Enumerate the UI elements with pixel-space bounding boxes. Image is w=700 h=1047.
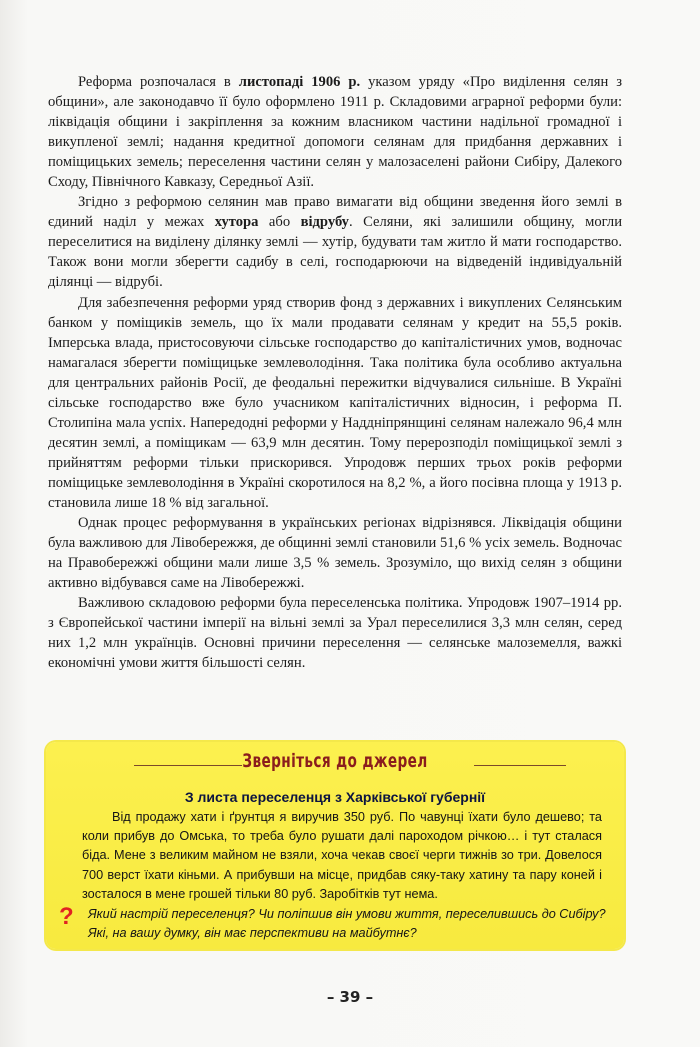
question-text: Який настрій переселенця? Чи поліпшив він умови життя, переселившись до Сибіру? Які, на вашу думку, він має перспективи на майбутнє?	[88, 907, 606, 940]
text-span: Реформа розпочалася в	[78, 74, 239, 90]
main-text	[48, 72, 622, 673]
bold-term: хутора	[214, 214, 259, 231]
paragraph-5: Важливою складовою реформи була переселенська політика. Упродовж 1907–1914 рр. з Європейської частини імперії на вільні землі за Урал переселилися 3,3 млн селян, серед них 1,2 млн українців. Основні причини переселення — селянське малоземелля, важкі економічні умови життя більшості селян.	[48, 595, 622, 672]
bold-term: відрубу	[300, 214, 349, 231]
paragraph-2	[48, 192, 622, 292]
text-span: Згідно з реформою селянин мав право вимагати від общини зведення його землі в єдиний наділ у межах	[48, 194, 622, 231]
text-span: . Селяни, які залишили общину, могли переселитися на виділену ділянку землі — хутір, будувати там житло й мати господарство. Також вони могли зберегти садибу в селі, господарюючи на відведеній індивідуальній ділянці — відрубі.	[48, 214, 623, 291]
question-mark-icon: ?	[59, 903, 74, 930]
source-box-heading: Зверніться до джерел	[242, 750, 428, 772]
text-span: указом уряду «Про виділення селян з общини», але законодавчо її було оформлено 1911 р. Складовими аграрної реформи були: ліквідація общини і закріплення за кожним власником частини надільної громадної і викупленої землі; надання кредитної допомоги селянам для придбання державних і поміщицьких земель; переселення частини селян у малозаселені райони Сибіру, Далекого Сходу, Північного Кавказу, Середньої Азії.	[48, 74, 622, 191]
source-quote: Від продажу хати і ґрунтця я виручив 350 руб. По чавунці їхати було дешево; та коли прибув до Омська, то треба було рушати далі пароходом річкою… і тут сталася біда. Мене з великим майном не взяли, хоча чекав своєї черги тижнів зо три. Довелося 700 верст їхати кіньми. А прибувши на місце, придбав сяку-таку хатину та пару коней і зосталося в мене грошей тільки 80 руб. Заробітків тут нема.	[82, 810, 602, 901]
paragraph-3: Для забезпечення реформи уряд створив фонд з державних і викуплених Селянським банком у поміщиків земель, що їх мали продавати селянам у кредит на 55,5 років. Імперська влада, пристосовуючи сільське господарство до капіталістичних умов, водночас намагалася зберегти поміщицьке землеволодіння. Така політика була особливо актуальна для центральних районів Росії, де феодальні пережитки відчувалися сильніше. В Україні сільське господарство вже було учасником капіталістичних відносин, і реформа П. Столипіна мала успіх. Напередодні реформи у Наддніпрянщині селянам належало 96,4 млн десятин землі, а поміщикам — 63,9 млн десятин. Тому перерозподіл поміщицької землі з прийняттям реформи тільки прискорився. Упродовж перших трьох років реформи поміщицьке землеволодіння в Україні скоротилося на 8,2 %, а його посівна площа у 1913 р. становила лише 18 % від загальної.	[48, 294, 622, 511]
source-title: З листа переселенця з Харківської губернії	[184, 789, 486, 805]
text-span: або	[258, 214, 301, 231]
paragraph-4: Однак процес реформування в українських регіонах відрізнявся. Ліквідація общини була важливою для Лівобережжя, де общинні землі становили 51,6 % усіх земель. Водночас на Правобережжі общини мали лише 3,5 % земель. Зрозуміло, що вихід селян з общини активно відбувався саме на Лівобережжі.	[48, 515, 622, 592]
bold-term: листопаді 1906 р.	[238, 74, 361, 90]
source-box	[46, 742, 624, 949]
page-number: – 39 –	[326, 988, 374, 1006]
paragraph-1	[48, 72, 622, 192]
